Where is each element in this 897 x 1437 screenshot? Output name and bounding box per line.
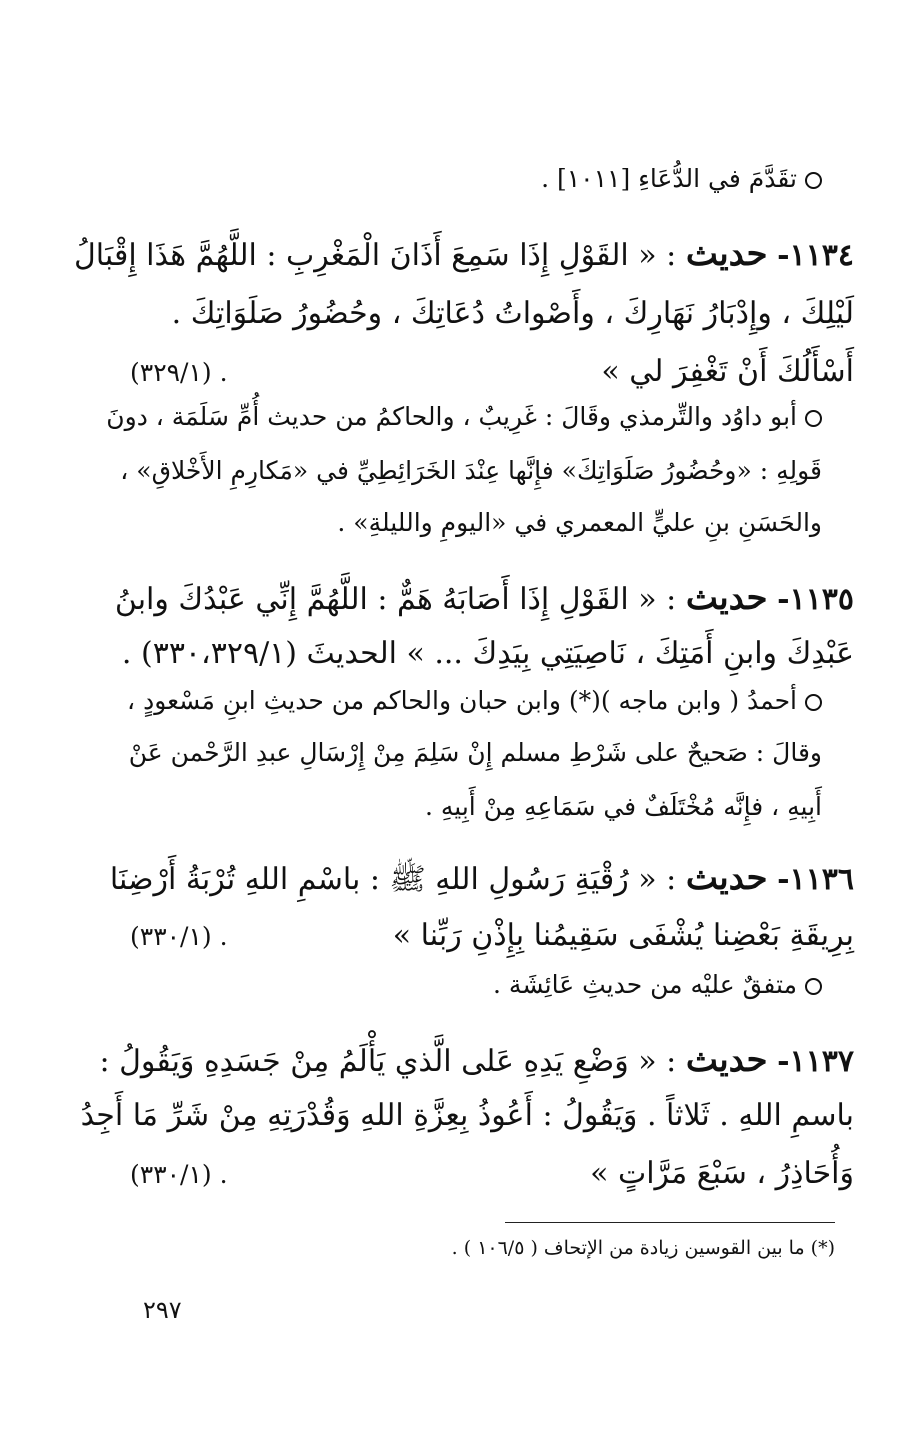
hadith-heading: حديث: [685, 234, 768, 274]
hadith-1135-note-1: [127, 686, 822, 715]
hadith-1134-note-2: [120, 456, 822, 485]
bullet-circle-icon: [805, 978, 822, 995]
hadith-number: ١١٣٦-: [777, 862, 854, 897]
hadith-heading: حديث: [685, 1040, 768, 1080]
bullet-circle-icon: [805, 172, 822, 189]
hadith-number: ١١٣٤-: [777, 238, 854, 273]
hadith-1134-reference: (٣٢٩/١) .: [130, 358, 228, 387]
hadith-1134-line-2: [172, 296, 854, 331]
note-text: أبو داوُد والتِّرمذي وقَالَ : غَرِيبٌ ، والحاكمُ من حديث أُمِّ سَلَمَة ، دونَ: [106, 402, 797, 431]
hadith-1136-line-1: [110, 858, 854, 904]
hadith-text-line: « رُقْيَةِ رَسُولِ اللهِ ﷺ : باسْمِ اللهِ تُرْبَةُ أَرْضِنَا: [109, 862, 657, 897]
footnote: (*) ما بين القوسين زيادة من الإتحاف ( ١٠٦/٥ ) .: [451, 1237, 835, 1259]
hadith-text-line: لَيْلِكَ ، وإِدْبَارُ نَهَارِكَ ، وأَصْواتُ دُعَاتِكَ ، وحُضُورُ صَلَوَاتِكَ .: [171, 296, 854, 331]
page-number: ٢٩٧: [143, 1296, 182, 1324]
hadith-text-line: « القَوْلِ إِذَا أَصَابَهُ هَمٌّ : اللَّهُمَّ إِنِّي عَبْدُكَ وابنُ: [114, 582, 657, 617]
note-text: أحمدُ ( وابن ماجه )(*) وابن حبان والحاكم من حديثِ ابنِ مَسْعودٍ ،: [127, 686, 797, 715]
hadith-1134-line-1: [74, 234, 854, 274]
note-text: أَبِيهِ ، فإِنَّه مُخْتَلَفٌ في سَمَاعِهِ مِنْ أَبِيهِ .: [425, 792, 822, 821]
hadith-1137-line-3: [590, 1156, 854, 1191]
colon: :: [666, 1044, 677, 1079]
note-text: متفقٌ عليْه من حديثِ عَائِشَة .: [493, 970, 797, 999]
hadith-1134-note-3: [337, 508, 822, 537]
colon: :: [666, 862, 677, 897]
hadith-1135-note-3: [425, 792, 822, 821]
hadith-text-line: باسمِ اللهِ . ثَلاثاً . وَيَقُولُ : أَعُوذُ بِعِزَّةِ اللهِ وَقُدْرَتِهِ مِنْ شَرِّ مَا أَجِدُ: [80, 1098, 854, 1133]
hadith-heading: حديث: [685, 858, 768, 898]
hadith-number: ١١٣٧-: [777, 1044, 854, 1079]
note-text: قَولِهِ : «وحُضُورُ صَلَوَاتِكَ» فإِنَّها عِنْدَ الخَرَائِطِيِّ في «مَكارِمِ الأَخْلاقِ» ،: [120, 456, 822, 485]
hadith-text-line: « وَضْعِ يَدِهِ عَلى الَّذي يَأْلَمُ مِنْ جَسَدِهِ وَيَقُولُ :: [99, 1044, 657, 1079]
hadith-1136-note-1: [493, 970, 822, 999]
hadith-text-line: « القَوْلِ إِذَا سَمِعَ أَذَانَ الْمَغْرِبِ : اللَّهُمَّ هَذَا إِقْبَالُ: [73, 238, 657, 273]
intro-text: تقَدَّمَ في الدُّعَاءِ [١٠١١] .: [541, 164, 797, 193]
hadith-1135-note-2: [129, 738, 822, 767]
hadith-1135-line-2: [122, 636, 854, 671]
note-text: والحَسَنِ بنِ عليٍّ المعمري في «اليومِ والليلةِ» .: [337, 508, 822, 537]
hadith-1136-line-2: [393, 918, 854, 953]
bullet-circle-icon: [805, 410, 822, 427]
hadith-1137-line-2: [81, 1098, 854, 1133]
colon: :: [666, 238, 677, 273]
colon: :: [666, 582, 677, 617]
hadith-1136-reference: (٣٣٠/١) .: [130, 922, 228, 951]
bullet-circle-icon: [805, 694, 822, 711]
hadith-1134-line-3: [601, 354, 854, 389]
hadith-number: ١١٣٥-: [777, 582, 854, 617]
hadith-1134-note-1: [106, 402, 822, 431]
hadith-1137-reference: (٣٣٠/١) .: [130, 1160, 228, 1189]
footnote-separator: [505, 1222, 835, 1223]
hadith-1137-line-1: [99, 1040, 854, 1080]
note-text: وقالَ : صَحيحٌ على شَرْطِ مسلم إِنْ سَلِمَ مِنْ إِرْسَالِ عبدِ الرَّحْمن عَنْ: [128, 738, 822, 767]
hadith-text-line: عَبْدِكَ وابنِ أَمَتِكَ ، نَاصِيَتِي بِيَدِكَ ... » الحديثَ (٣٣٠،٣٢٩/١) .: [121, 636, 854, 671]
hadith-text-line: وَأُحَاذِرُ ، سَبْعَ مَرَّاتٍ »: [590, 1156, 854, 1191]
hadith-text-line: أَسْأَلُكَ أَنْ تَغْفِرَ لي »: [601, 354, 854, 389]
hadith-text-line: بِرِيقَةِ بَعْضِنا يُشْفَى سَقِيمُنا بِإِذْنِ رَبِّنا »: [392, 918, 854, 953]
hadith-1135-line-1: [115, 578, 854, 618]
intro-line: [541, 164, 822, 193]
hadith-heading: حديث: [685, 578, 768, 618]
